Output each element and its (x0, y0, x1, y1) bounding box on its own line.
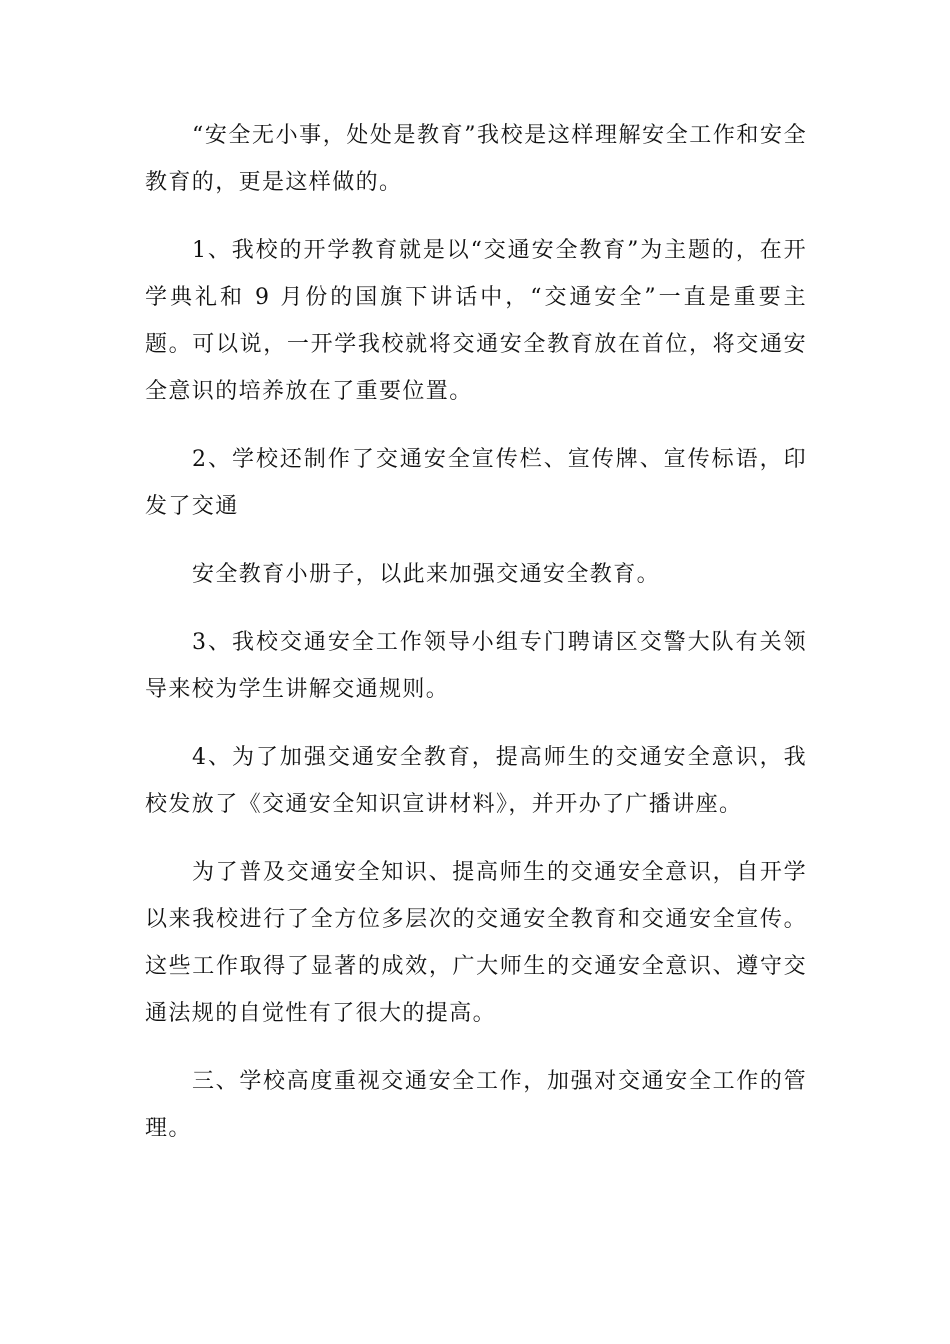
paragraph-item-4: 4、为了加强交通安全教育，提高师生的交通安全意识，我校发放了《交通安全知识宣讲材料》，并开办了广播讲座。 (145, 745, 807, 817)
paragraph-item-3: 3、我校交通安全工作领导小组专门聘请区交警大队有关领导来校为学生讲解交通规则。 (145, 630, 807, 702)
paragraph-intro: “安全无小事，处处是教育”我校是这样理解安全工作和安全教育的，更是这样做的。 (145, 123, 807, 195)
paragraph-section-three: 三、学校高度重视交通安全工作，加强对交通安全工作的管理。 (145, 1069, 807, 1141)
paragraph-item-2-continued: 安全教育小册子，以此来加强交通安全教育。 (192, 562, 661, 587)
paragraph-summary: 为了普及交通安全知识、提高师生的交通安全意识，自开学以来我校进行了全方位多层次的交通安全教育和交通安全宣传。这些工作取得了显著的成效，广大师生的交通安全意识、遵守交通法规的自觉性有了很大的提高。 (145, 860, 807, 1026)
document-body (145, 112, 807, 1173)
paragraph-item-1: 1、我校的开学教育就是以“交通安全教育”为主题的，在开学典礼和 9 月份的国旗下讲话中，“交通安全”一直是重要主题。可以说，一开学我校就将交通安全教育放在首位，将交通安全意识的培养放在了重要位置。 (145, 238, 807, 404)
paragraph-item-2: 2、学校还制作了交通安全宣传栏、宣传牌、宣传标语，印发了交通 (145, 447, 807, 519)
